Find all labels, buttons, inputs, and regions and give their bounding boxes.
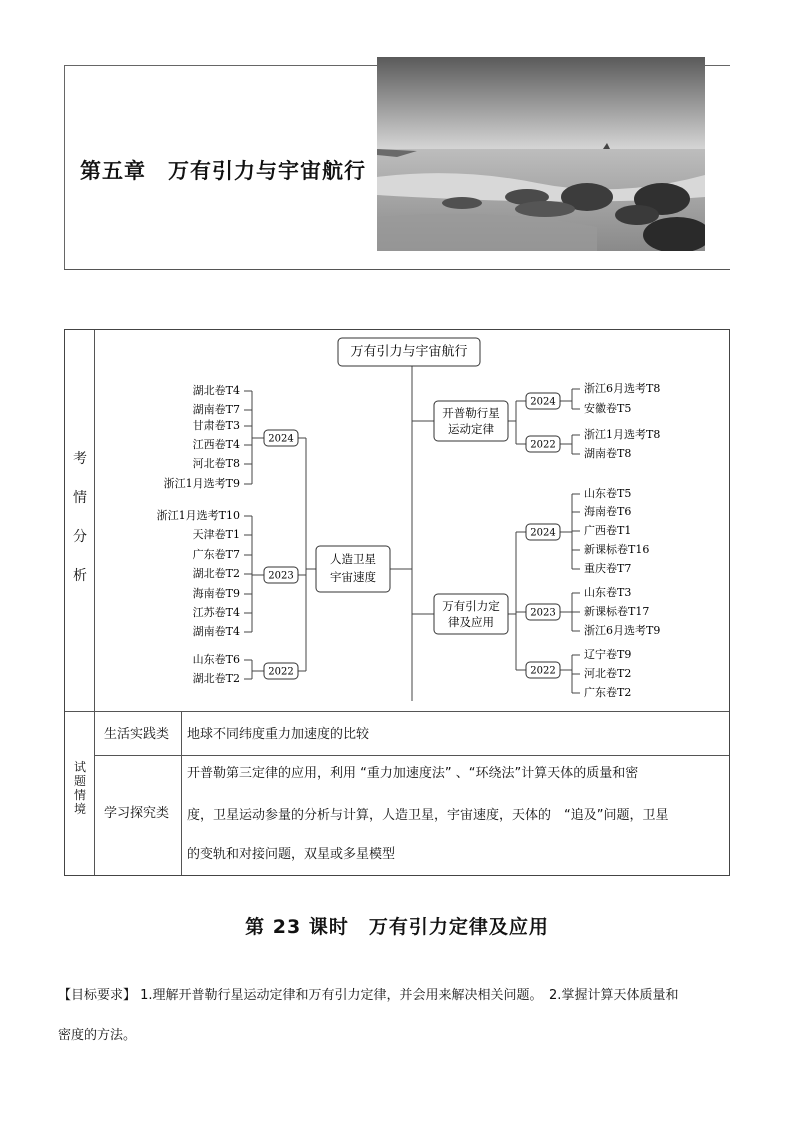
hub-node-label: 宇宙速度	[330, 570, 376, 584]
exam-item: 海南卷T9	[192, 587, 240, 600]
year-node-label: 2024	[268, 433, 294, 445]
situation-label-char: 境	[73, 802, 86, 816]
exam-item: 新课标卷T17	[584, 605, 650, 618]
hub-node-label: 运动定律	[448, 422, 494, 436]
lesson-title: 第 23 课时 万有引力定律及应用	[245, 916, 549, 938]
exam-item: 湖北卷T2	[192, 567, 240, 580]
situation-label-char: 试	[73, 760, 86, 774]
exam-item: 江苏卷T4	[192, 606, 240, 619]
exam-item: 山东卷T3	[584, 586, 632, 599]
exam-item: 河北卷T8	[192, 457, 240, 470]
banner-rule	[64, 269, 730, 270]
exam-item: 浙江6月选考T9	[584, 624, 661, 637]
year-node-label: 2022	[530, 439, 556, 451]
situation-category: 生活实践类	[104, 727, 170, 742]
hub-node-label: 开普勒行星	[442, 406, 500, 420]
year-node-label: 2023	[268, 570, 294, 582]
exam-analysis-mindmap	[94, 329, 730, 710]
exam-item: 重庆卷T7	[584, 562, 632, 575]
exam-item: 湖南卷T8	[584, 447, 632, 460]
exam-item: 浙江6月选考T8	[584, 382, 661, 395]
exam-item: 湖南卷T4	[192, 625, 240, 638]
year-node-label: 2024	[530, 396, 556, 408]
hub-node-label: 人造卫星	[330, 552, 376, 566]
exam-item: 浙江1月选考T8	[584, 428, 661, 441]
situation-category: 学习探究类	[104, 806, 170, 821]
exam-item: 海南卷T6	[584, 505, 632, 518]
situation-text: 地球不同纬度重力加速度的比较	[187, 727, 370, 742]
exam-item: 新课标卷T16	[584, 543, 650, 556]
exam-item: 天津卷T1	[192, 528, 240, 541]
exam-item: 辽宁卷T9	[584, 648, 632, 661]
exam-item: 广东卷T7	[192, 548, 240, 561]
exam-item: 广东卷T2	[584, 686, 632, 699]
side-label-char: 分	[73, 529, 87, 545]
exam-item: 河北卷T2	[584, 667, 632, 680]
exam-item: 广西卷T1	[584, 524, 632, 537]
exam-item: 湖北卷T4	[192, 384, 240, 397]
learning-goals-line: 【目标要求】 1.理解开普勒行星运动定律和万有引力定律，并会用来解决相关问题。 2.掌握计算天体质量和	[58, 988, 679, 1003]
situation-text: 度，卫星运动参量的分析与计算，人造卫星，宇宙速度，天体的 “追及”问题，卫星	[187, 808, 669, 823]
exam-item: 湖南卷T7	[192, 403, 240, 416]
exam-item: 湖北卷T2	[192, 672, 240, 685]
exam-item: 山东卷T6	[192, 653, 240, 666]
exam-item: 安徽卷T5	[584, 402, 632, 415]
learning-goals-line: 密度的方法。	[58, 1028, 137, 1043]
side-label-char: 考	[73, 451, 87, 467]
year-node-label: 2022	[530, 665, 556, 677]
exam-item: 浙江1月选考T9	[163, 477, 240, 490]
year-node-label: 2024	[530, 527, 556, 539]
root-node-label: 万有引力与宇宙航行	[350, 344, 468, 360]
chapter-title: 第五章 万有引力与宇宙航行	[80, 159, 366, 183]
situation-text: 开普勒第三定律的应用，利用 “重力加速度法” 、“环绕法”计算天体的质量和密	[187, 766, 639, 781]
year-node-label: 2023	[530, 607, 556, 619]
situation-text: 的变轨和对接问题，双星或多星模型	[187, 847, 396, 862]
year-node-label: 2022	[268, 666, 294, 678]
exam-item: 山东卷T5	[584, 487, 632, 500]
side-label-char: 析	[73, 568, 87, 584]
exam-item: 甘肃卷T3	[192, 419, 240, 432]
exam-item: 江西卷T4	[192, 438, 240, 451]
exam-item: 浙江1月选考T10	[156, 509, 240, 522]
side-label-char: 情	[73, 490, 87, 506]
seascape-photo	[377, 57, 705, 251]
situation-label-char: 情	[73, 788, 86, 802]
hub-node-label: 律及应用	[448, 615, 494, 629]
hub-node-label: 万有引力定	[442, 599, 500, 613]
situation-label-char: 题	[73, 774, 86, 788]
